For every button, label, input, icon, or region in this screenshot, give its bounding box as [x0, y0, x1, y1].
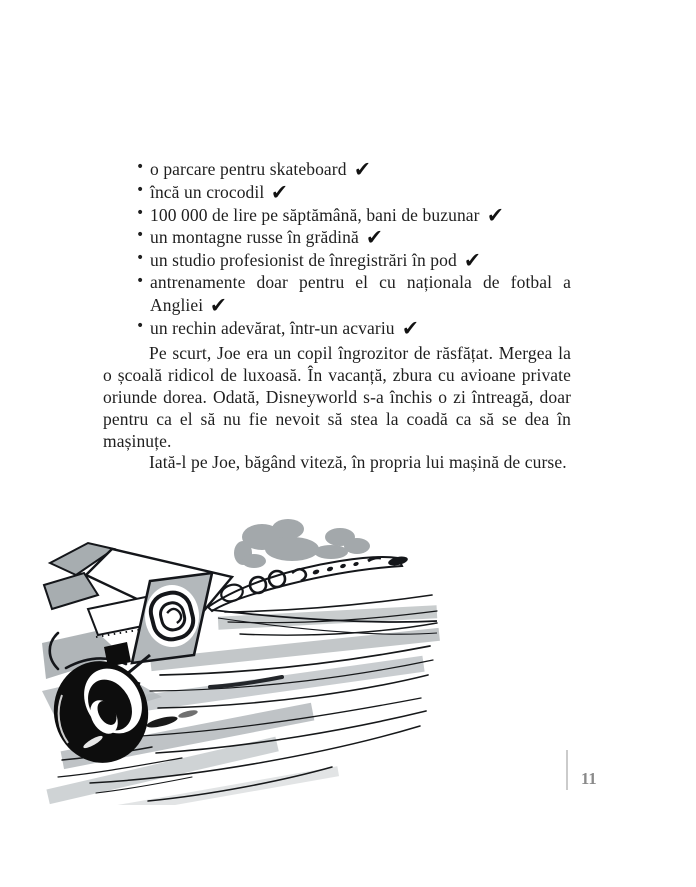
list-item-text: 100 000 de lire pe săptămână, bani de buzunar: [150, 204, 480, 225]
bullet-icon: •: [136, 159, 145, 175]
checkmark-icon: ✔: [401, 314, 419, 341]
text-block: [103, 158, 571, 474]
list-item: [136, 178, 571, 205]
folio-rule: [566, 750, 568, 790]
list-item-text: încă un crocodil: [150, 181, 265, 202]
list-item-text: antrenamente doar pentru el cu naționala de fotbal a Angliei: [150, 271, 571, 315]
checkmark-icon: ✔: [210, 291, 228, 318]
checkmark-icon: ✔: [486, 201, 504, 228]
page-number: 11: [581, 768, 597, 788]
list-item: [136, 271, 571, 318]
checkmark-icon: ✔: [353, 156, 371, 182]
checkmark-icon: ✔: [463, 247, 481, 273]
paragraph: Iată-l pe Joe, băgând viteză, în propria lui mașină de curse.: [149, 452, 567, 473]
list-item: [136, 156, 571, 182]
bullet-icon: •: [136, 272, 145, 289]
checkmark-icon: ✔: [365, 224, 383, 251]
list-item-text: un studio profesionist de înregistrări în pod: [150, 250, 457, 271]
race-car-illustration: [0, 515, 470, 805]
bullet-icon: •: [136, 181, 145, 198]
list-item-text: un montagne russe în grădină: [150, 227, 359, 248]
list-item-text: o parcare pentru skateboard: [150, 159, 347, 179]
bullet-icon: •: [136, 250, 145, 267]
checkmark-icon: ✔: [271, 178, 289, 205]
body-text: [103, 343, 571, 474]
list-item: [136, 224, 571, 251]
list-item: [136, 201, 571, 228]
folio: [566, 750, 597, 790]
paragraph: Pe scurt, Joe era un copil îngrozitor de răsfățat. Mergea la o școală ridicol de luxoasă. În vacanță, zbura cu avioane private oriunde dorea. Odată, Disneyworld s-a închis o zi întreagă, doar pentru ca el să nu fie nevoit să stea la coadă ca să se dea în mașinuțe.: [103, 343, 571, 451]
list-item-text: un rechin adevărat, într-un acvariu: [150, 317, 395, 338]
wish-checklist: [103, 158, 571, 339]
bullet-icon: •: [136, 227, 145, 244]
list-item: [136, 247, 571, 273]
list-item: [136, 314, 571, 341]
bullet-icon: •: [136, 204, 145, 221]
bullet-icon: •: [136, 317, 145, 334]
